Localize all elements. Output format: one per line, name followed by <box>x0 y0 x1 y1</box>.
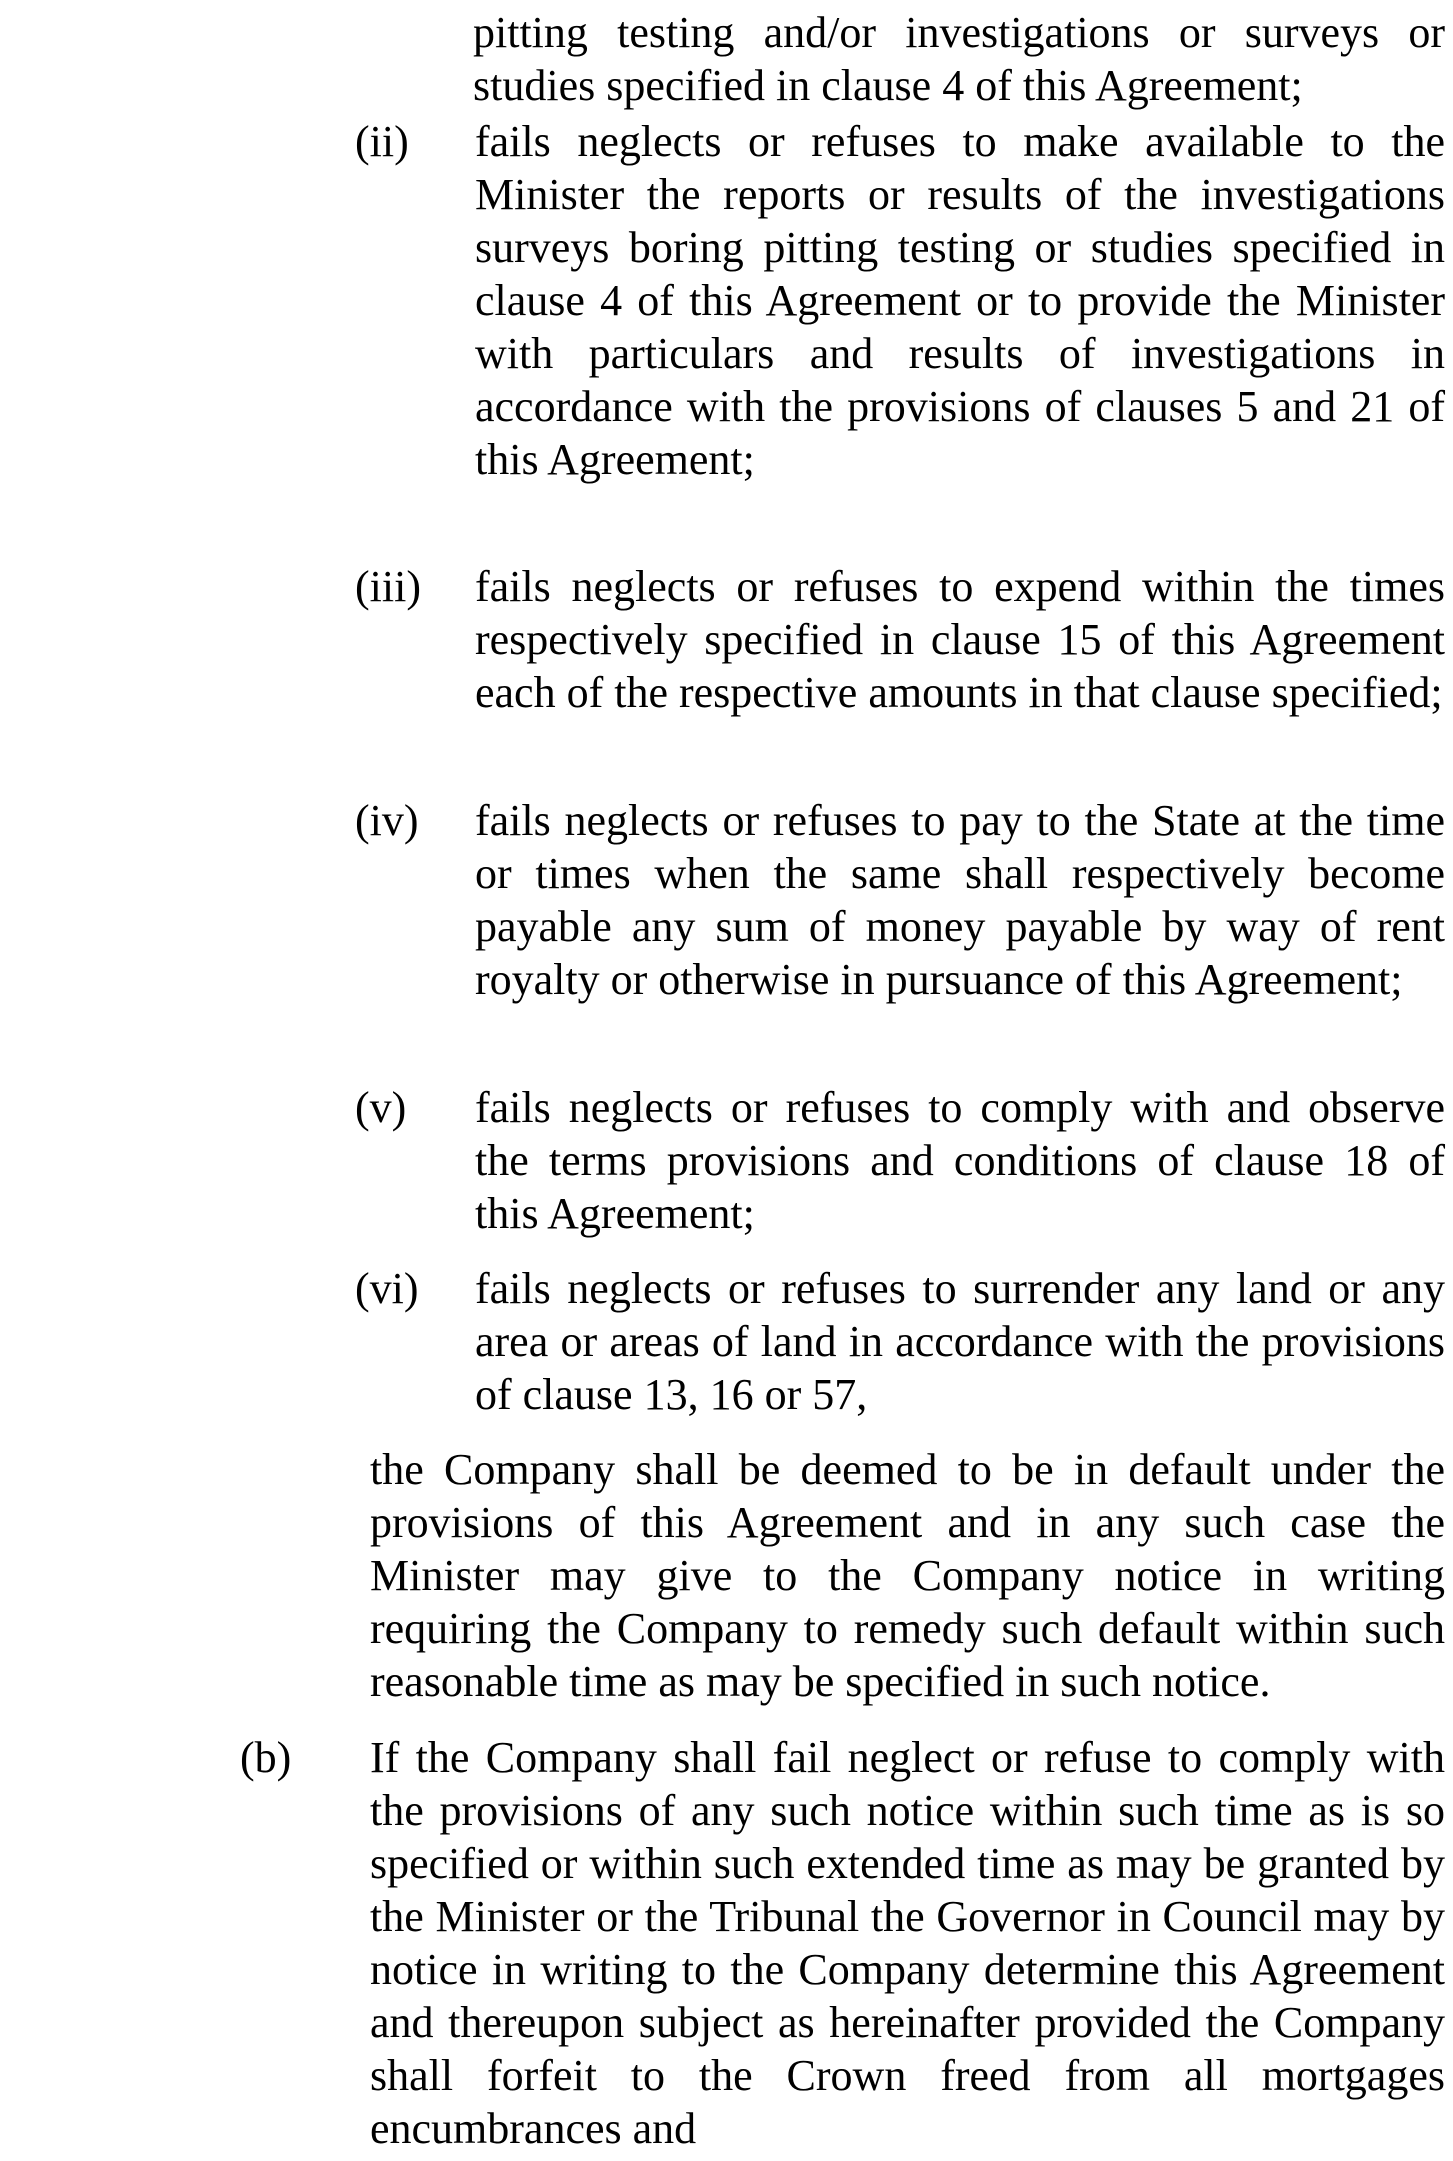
subclause-label: (b) <box>240 1733 292 1782</box>
list-item-text: fails neglects or refuses to expend within the times respectively specified in clause 15 of this Agreement each of the respective amounts in that clause specified; <box>475 562 1445 717</box>
subclause-b <box>240 1731 1445 2155</box>
list-item-label: (vi) <box>355 1264 419 1313</box>
list-item-ii <box>355 115 1445 486</box>
list-item-text: fails neglects or refuses to pay to the State at the time or times when the same shall respectively become payable any sum of money payable by way of rent royalty or otherwise in pursuance of this Agreement; <box>475 796 1445 1004</box>
list-item-v <box>355 1081 1445 1240</box>
list-item-vi <box>355 1262 1445 1421</box>
list-item-label: (iv) <box>355 796 419 845</box>
list-item-text: fails neglects or refuses to make available to the Minister the reports or results of the investigations surveys boring pitting testing or studies specified in clause 4 of this Agreement or to provide the Minister with particulars and results of investigations in accordance with the provisions of clauses 5 and 21 of this Agreement; <box>475 117 1445 484</box>
list-item-iv <box>355 794 1445 1006</box>
subclause-text: If the Company shall fail neglect or refuse to comply with the provisions of any such notice within such time as is so specified or within such extended time as may be granted by the Minister or the Tribunal the Governor in Council may by notice in writing to the Company determine this Agreement and thereupon subject as hereinafter provided the Company shall forfeit to the Crown freed from all mortgages encumbrances and <box>370 1733 1445 2153</box>
closing-paragraph: the Company shall be deemed to be in default under the provisions of this Agreement and in any such case the Minister may give to the Company notice in writing requiring the Company to remedy such default within such reasonable time as may be specified in such notice. <box>370 1445 1445 1706</box>
list-item-text: fails neglects or refuses to surrender any land or any area or areas of land in accordance with the provisions of clause 13, 16 or 57, <box>475 1264 1445 1419</box>
list-item-text: fails neglects or refuses to comply with and observe the terms provisions and conditions of clause 18 of this Agreement; <box>475 1083 1445 1238</box>
list-item-label: (ii) <box>355 117 409 166</box>
list-item-label: (v) <box>355 1083 407 1132</box>
list-item-label: (iii) <box>355 562 421 611</box>
list-item-iii <box>355 560 1445 719</box>
continuation-paragraph: pitting testing and/or investigations or surveys or studies specified in clause 4 of this Agreement; <box>473 8 1445 110</box>
